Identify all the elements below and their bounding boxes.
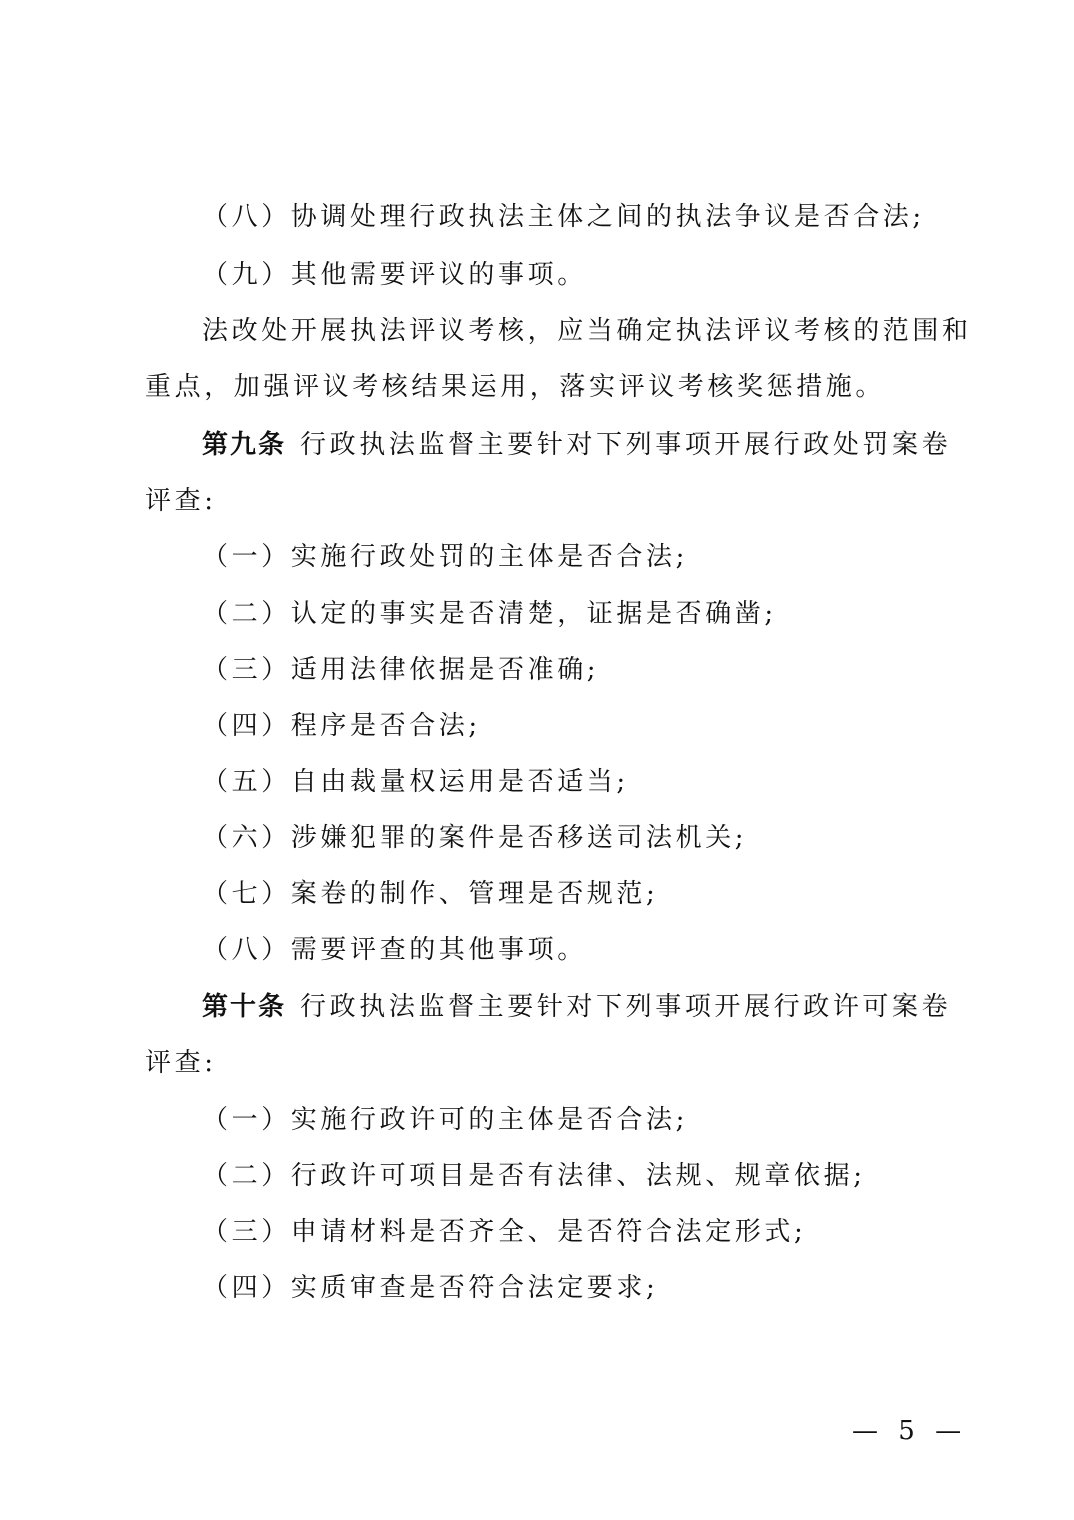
- clause-line: （五）自由裁量权运用是否适当;: [202, 767, 629, 797]
- clause-line: （二）行政许可项目是否有法律、法规、规章依据;: [202, 1161, 866, 1191]
- clause-line: （二）认定的事实是否清楚，证据是否确凿;: [202, 599, 777, 629]
- clause-line: （八）协调处理行政执法主体之间的执法争议是否合法;: [202, 202, 925, 232]
- clause-line: （九）其他需要评议的事项。: [202, 260, 587, 290]
- paragraph-line: 评查:: [145, 486, 217, 516]
- clause-line: （八）需要评查的其他事项。: [202, 935, 587, 965]
- clause-line: （七）案卷的制作、管理是否规范;: [202, 879, 659, 909]
- clause-line: （三）申请材料是否齐全、是否符合法定形式;: [202, 1217, 807, 1247]
- article-ten-line: [202, 990, 951, 1024]
- paragraph-line: 重点，加强评议考核结果运用，落实评议考核奖惩措施。: [145, 372, 886, 402]
- article-heading: 第九条: [202, 430, 287, 460]
- clause-line: （一）实施行政处罚的主体是否合法;: [202, 542, 688, 572]
- article-text: 行政执法监督主要针对下列事项开展行政许可案卷: [300, 992, 952, 1022]
- page-number: — 5 —: [852, 1416, 968, 1446]
- article-text: 行政执法监督主要针对下列事项开展行政处罚案卷: [300, 430, 952, 460]
- clause-line: （六）涉嫌犯罪的案件是否移送司法机关;: [202, 823, 748, 853]
- clause-line: （四）实质审查是否符合法定要求;: [202, 1273, 659, 1303]
- clause-line: （四）程序是否合法;: [202, 711, 481, 741]
- article-nine-line: [202, 428, 951, 462]
- clause-line: （一）实施行政许可的主体是否合法;: [202, 1105, 688, 1135]
- paragraph-line: 评查:: [145, 1048, 217, 1078]
- clause-line: （三）适用法律依据是否准确;: [202, 655, 600, 685]
- article-heading: 第十条: [202, 992, 287, 1022]
- paragraph-line: 法改处开展执法评议考核，应当确定执法评议考核的范围和: [202, 316, 972, 346]
